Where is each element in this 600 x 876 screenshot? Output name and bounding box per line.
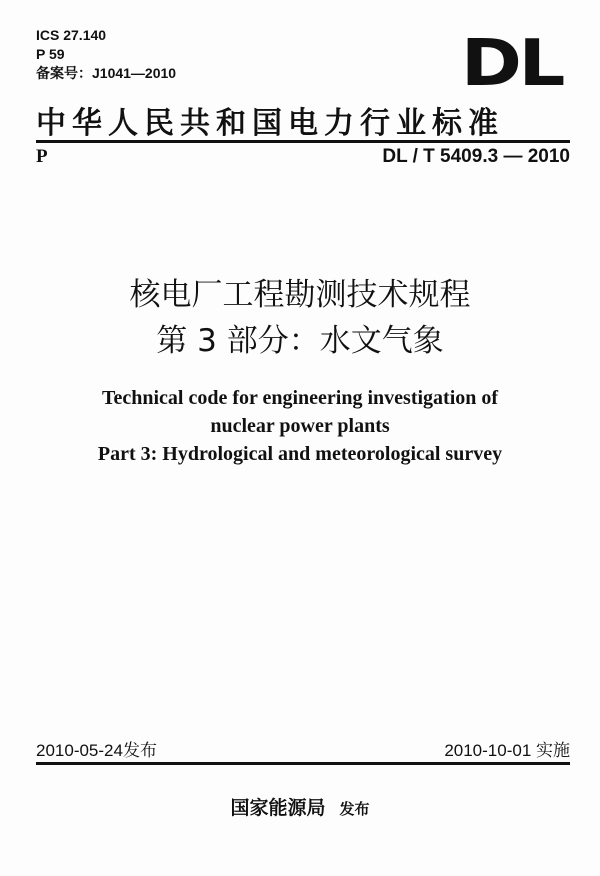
english-title-line-2: nuclear power plants xyxy=(210,415,390,437)
record-number: 备案号：J1041—2010 xyxy=(36,65,177,81)
ics-code: ICS 27.140 xyxy=(36,27,107,43)
publisher-line xyxy=(0,793,600,820)
chinese-title xyxy=(0,272,600,364)
publisher-name: 国家能源局 xyxy=(230,797,326,819)
dl-logo: DL xyxy=(460,27,562,101)
implementation-date: 2010-10-01 实施 xyxy=(444,741,570,760)
header-rule xyxy=(36,140,570,143)
publish-action: 发布 xyxy=(339,800,370,818)
chinese-title-line-1: 核电厂工程勘测技术规程 xyxy=(129,277,471,313)
classification-block xyxy=(36,26,176,83)
issue-date: 2010-05-24发布 xyxy=(36,741,157,760)
category-code: P xyxy=(36,146,48,167)
ccs-code: P 59 xyxy=(36,46,65,62)
standard-number: DL / T 5409.3 — 2010 xyxy=(382,146,570,167)
english-title-line-1: Technical code for engineering investigation of xyxy=(101,387,499,409)
standard-type-title: 中华人民共和国电力行业标准 xyxy=(36,106,504,141)
footer-rule xyxy=(36,762,570,765)
chinese-title-line-2: 第 3 部分：水文气象 xyxy=(156,323,444,359)
english-title-line-3: Part 3: Hydrological and meteorological survey xyxy=(97,443,503,465)
english-title xyxy=(0,384,600,468)
